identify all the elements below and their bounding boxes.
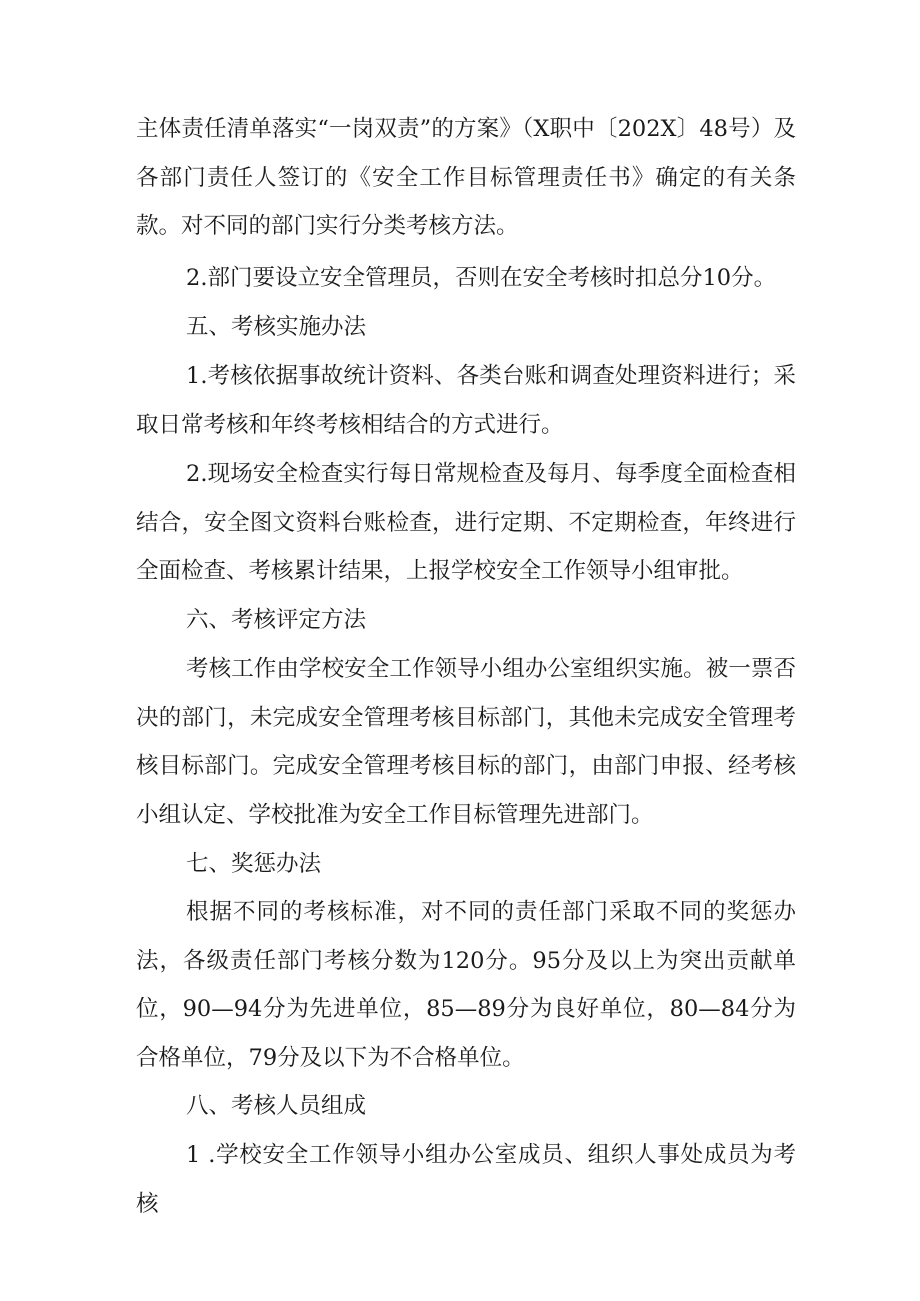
paragraph-5-2: 2.现场安全检查实行每日常规检查及每月、每季度全面检查相结合，安全图文资料台账检查，进行定期、不定期检查，年终进行全面检查、考核累计结果，上报学校安全工作领导小组审批。 bbox=[136, 461, 796, 585]
paragraph-6-body: 考核工作由学校安全工作领导小组办公室组织实施。被一票否决的部门，未完成安全管理考核目标部门，其他未完成安全管理考核目标部门。完成安全管理考核目标的部门，由部门申报、经考核小组认定、学校批准为安全工作目标管理先进部门。 bbox=[136, 656, 796, 828]
paragraph-5-1: 1.考核依据事故统计资料、各类台账和调查处理资料进行；采取日常考核和年终考核相结合的方式进行。 bbox=[136, 363, 796, 438]
section-heading-8: 八、考核人员组成 bbox=[186, 1093, 367, 1119]
paragraph-dept-safety-officer: 2.部门要设立安全管理员，否则在安全考核时扣总分10分。 bbox=[186, 265, 777, 291]
paragraph-7-body: 根据不同的考核标准，对不同的责任部门采取不同的奖惩办法，各级责任部门考核分数为120分。95分及以上为突出贡献单位，90—94分为先进单位，85—89分为良好单位，80—84分为合格单位，79分及以下为不合格单位。 bbox=[136, 899, 796, 1071]
section-heading-6: 六、考核评定方法 bbox=[186, 607, 367, 633]
paragraph-8-1: 1 .学校安全工作领导小组办公室成员、组织人事处成员为考核 bbox=[136, 1142, 796, 1217]
section-heading-7: 七、奖惩办法 bbox=[186, 851, 322, 877]
section-heading-5: 五、考核实施办法 bbox=[186, 314, 367, 340]
paragraph-1-continuation: 主体责任清单落实“一岗双责”的方案》（X职中〔202X〕48号）及各部门责任人签订的《安全工作目标管理责任书》确定的有关条款。对不同的部门实行分类考核方法。 bbox=[136, 116, 796, 240]
